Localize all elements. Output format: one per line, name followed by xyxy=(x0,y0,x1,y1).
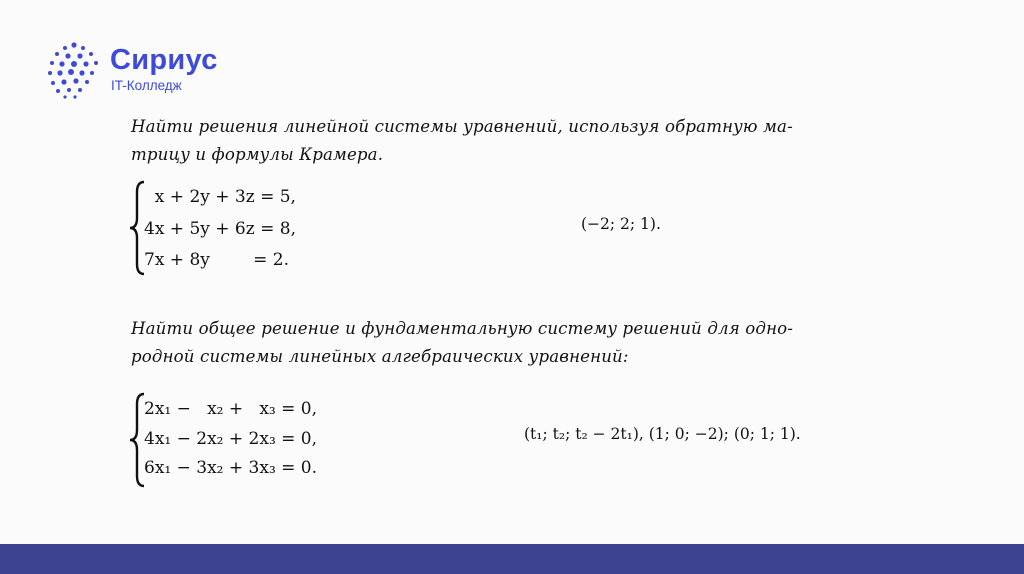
task-1-line-2: трицу и формулы Крамера. xyxy=(131,145,384,164)
equation-row: 4x₁ − 2x₂ + 2x₃ = 0, xyxy=(144,429,318,449)
equation-row: 6x₁ − 3x₂ + 3x₃ = 0. xyxy=(144,458,318,478)
task-1-line-1: Найти решения линейной системы уравнений, используя обратную ма- xyxy=(131,117,793,136)
equation-row: 4x + 5y + 6z = 8, xyxy=(144,219,296,239)
task-1-statement xyxy=(131,113,793,169)
task-1-answer: (−2; 2; 1). xyxy=(581,215,661,233)
brand-subtitle: IT-Колледж xyxy=(111,78,182,93)
task-2-statement xyxy=(131,315,793,371)
logo-dots-icon xyxy=(44,40,104,100)
sirius-logo xyxy=(44,40,234,100)
equation-row: x + 2y + 3z = 5, xyxy=(144,187,296,207)
task-2-answer: (t₁; t₂; t₂ − 2t₁), (1; 0; −2); (0; 1; 1). xyxy=(524,425,801,443)
equation-row: 7x + 8y = 2. xyxy=(144,250,289,270)
equation-row: 2x₁ − x₂ + x₃ = 0, xyxy=(144,399,318,419)
task-2-line-2: родной системы линейных алгебраических уравнений: xyxy=(131,347,629,366)
task-2-line-1: Найти общее решение и фундаментальную систему решений для одно- xyxy=(131,319,794,338)
footer-bar xyxy=(0,544,1024,574)
brand-name: Сириус xyxy=(110,44,218,76)
